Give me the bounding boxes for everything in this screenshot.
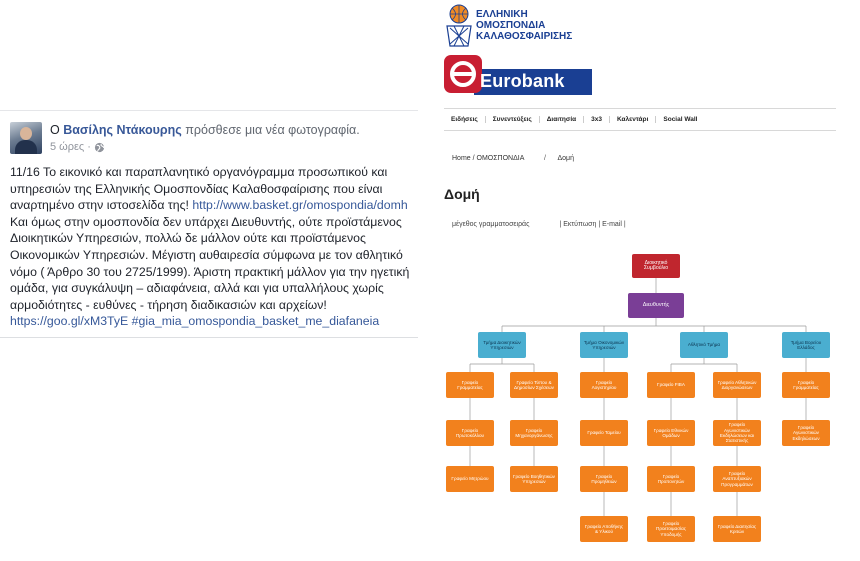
- org-department: Τμήμα Οικονομικών Υπηρεσιών: [580, 332, 628, 358]
- email-tool[interactable]: | E-mail |: [598, 221, 626, 228]
- nav-item[interactable]: Social Wall: [663, 116, 698, 123]
- org-office: Γραφείο Λογιστηρίου: [580, 372, 628, 398]
- post-line: αναρτημένο στην ιστοσελίδα της! http://www.basket.gr/omospondia/domh: [10, 198, 408, 213]
- page-tools: [452, 221, 626, 228]
- org-chart: [440, 248, 860, 548]
- post-line: 11/16 Το εικονικό και παραπλανητικό οργανόγραμμα προσωπικού και: [10, 165, 388, 179]
- org-office: Γραφείο Αθλητικών Διοργανώσεων: [713, 372, 761, 398]
- post-line: υπηρεσιών της Ελληνικής Ομοσπονδίας Καλαθοσφαίρισης που είναι: [10, 181, 383, 196]
- org-office: Γραφείο Προετοιμασίας Υποδομής: [647, 516, 695, 542]
- org-office: Γραφείο FIBA: [647, 372, 695, 398]
- post-line: ομάδα, για συγκάλυψη – αδιαφάνεια, αλλά και για υπαλλήλους χωρίς: [10, 281, 384, 296]
- nav-item[interactable]: Ειδήσεις: [444, 116, 486, 123]
- org-office: Γραφείο Διαιτησίας Κριτών: [713, 516, 761, 542]
- breadcrumb-current: Δομή: [557, 155, 574, 162]
- nav-item[interactable]: Συνεντεύξεις: [486, 116, 540, 123]
- org-office: Γραφείο Προπονητών: [647, 466, 695, 492]
- post-headline: [50, 123, 360, 137]
- basketball-icon: [444, 4, 474, 48]
- divider: [0, 110, 418, 111]
- headline-prefix: Ο: [50, 123, 60, 137]
- org-department: Τμήμα Βορείου Ελλάδος: [782, 332, 830, 358]
- org-office: Γραφείο Πρωτοκόλλου: [446, 420, 494, 446]
- org-office: Γραφείο Αποθήκης & Υλικού: [580, 516, 628, 542]
- heo-line: ΟΜΟΣΠΟΝΔΙΑ: [476, 20, 546, 31]
- nav-item[interactable]: Καλεντάρι: [610, 116, 656, 123]
- breadcrumb-home[interactable]: Home / ΟΜΟΣΠΟΝΔΙΑ: [452, 155, 525, 162]
- post-line: νόμο ( Άρθρο 30 του 2725/1999). Άριστη πρακτική μάλλον για την ηγετική: [10, 264, 410, 279]
- heo-logo: [444, 4, 634, 48]
- org-office: Γραφείο Τύπου & Δημοσίων Σχέσεων: [510, 372, 558, 398]
- print-tool[interactable]: | Εκτύπωση: [559, 221, 597, 228]
- domh-link[interactable]: http://www.basket.gr/omospondia/domh: [192, 198, 408, 213]
- post-line: [10, 313, 415, 330]
- avatar[interactable]: [10, 122, 42, 154]
- org-department: Αθλητικό Τμήμα: [680, 332, 728, 358]
- post-body: [10, 164, 415, 330]
- org-department: Τμήμα Διοικητικών Υπηρεσιών: [478, 332, 526, 358]
- headline-action: πρόσθεσε μια νέα φωτογραφία.: [185, 123, 360, 137]
- post-timestamp[interactable]: 5 ώρες ·: [50, 141, 91, 153]
- org-director: Διευθυντής: [628, 293, 684, 318]
- org-office: Γραφείο Ταμείου: [580, 420, 628, 446]
- divider: [0, 337, 418, 338]
- org-office: Γραφείο Γραμματείας: [446, 372, 494, 398]
- hashtag-link[interactable]: #gia_mia_omospondia_basket_me_diafaneia: [131, 314, 380, 329]
- org-office: Γραφείο Προμηθειών: [580, 466, 628, 492]
- post-line: Οικονομικών Υπηρεσιών. Μέγιστη αυθαιρεσία σύμφωνα με τον αθλητικό: [10, 247, 403, 262]
- org-office: Γραφείο Γραμματείας: [782, 372, 830, 398]
- org-office: Γραφείο Μηχανοργάνωσης: [510, 420, 558, 446]
- org-office: Γραφείο Εθνικών Ομάδων: [647, 420, 695, 446]
- eurobank-symbol-icon: [444, 55, 482, 93]
- breadcrumb-sep: /: [543, 155, 546, 162]
- post-line: Και όμως στην ομοσπονδία δεν υπάρχει Διευθυντής, ούτε προϊστάμενος: [10, 214, 402, 229]
- sponsor-name: Eurobank: [480, 71, 565, 91]
- facebook-post: [0, 110, 418, 338]
- nav-item[interactable]: Διαιτησία: [540, 116, 584, 123]
- post-meta: [50, 141, 105, 153]
- org-office: Γραφείο Βοηθητικών Υπηρεσιών: [510, 466, 558, 492]
- post-line: αρμοδιότητες - ευθύνες - τήρηση διαδικασιών και αρχείων!: [10, 297, 327, 312]
- org-office: Γραφείο Αγωνιστικών Εκδηλώσεων: [782, 420, 830, 446]
- globe-icon[interactable]: [94, 142, 105, 153]
- breadcrumb: [452, 155, 574, 162]
- org-office: Γραφείο Αναπτυξιακών Προγραμμάτων: [713, 466, 761, 492]
- shared-photo[interactable]: [440, 0, 860, 561]
- org-board: Διοικητικό Συμβούλιο: [632, 254, 680, 278]
- page-title: Δομή: [444, 186, 480, 202]
- author-link[interactable]: Βασίλης Ντάκουρης: [63, 123, 182, 137]
- post-line: Διοικητικών Υπηρεσιών, πολλώ δε μάλλον ούτε και προϊστάμενος: [10, 231, 366, 246]
- heo-line: ΚΑΛΑΘΟΣΦΑΙΡΙΣΗΣ: [476, 31, 573, 42]
- heo-line: ΕΛΛΗΝΙΚΗ: [476, 9, 528, 20]
- eurobank-logo: [444, 55, 592, 97]
- site-nav: [444, 108, 836, 131]
- org-office: Γραφείο Αγωνιστικών Εκδηλώσεων και Στατιστικής: [713, 420, 761, 446]
- org-office: Γραφείο Μητρώου: [446, 466, 494, 492]
- short-link[interactable]: https://goo.gl/xM3TyE: [10, 314, 129, 329]
- font-size-tool[interactable]: μέγεθος γραμματοσειράς: [452, 221, 530, 228]
- nav-item[interactable]: 3x3: [584, 116, 610, 123]
